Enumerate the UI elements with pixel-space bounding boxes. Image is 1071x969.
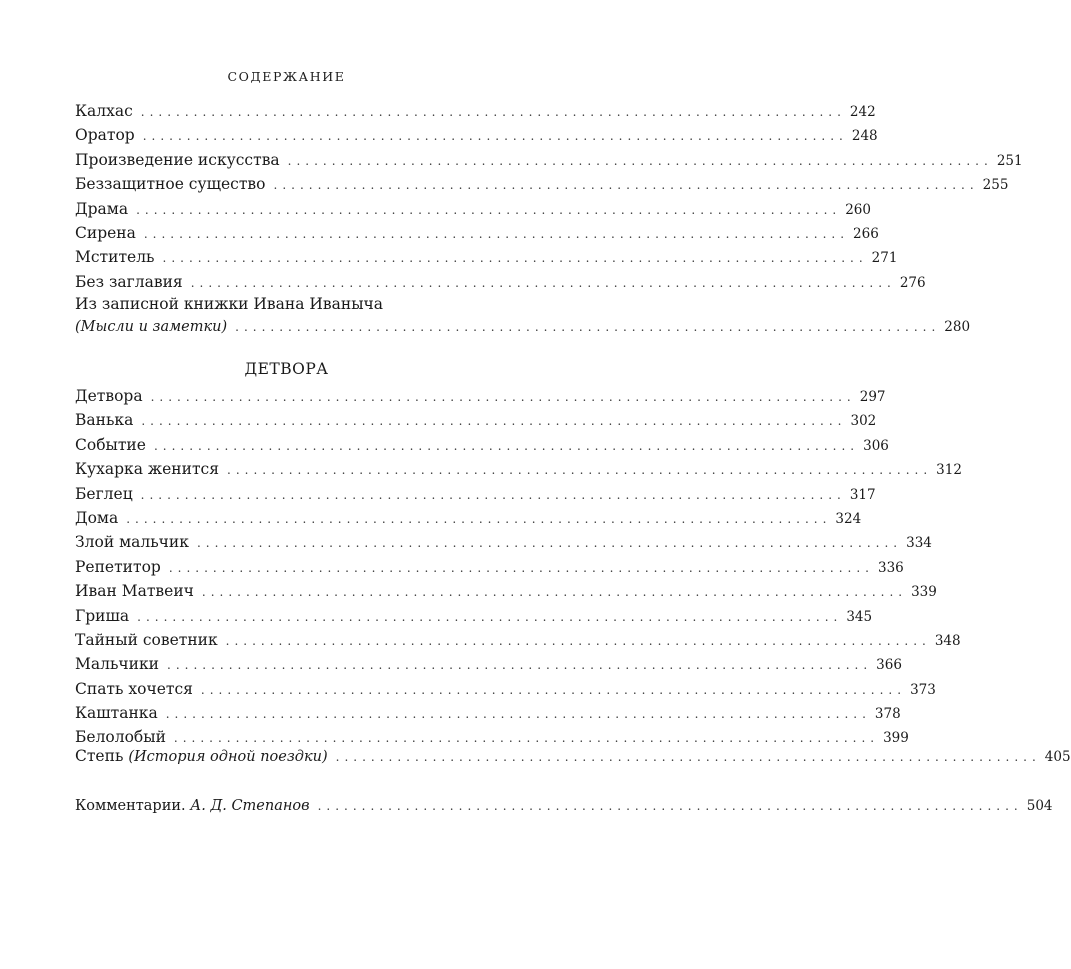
entry-title: Иван Матвеич [75,582,194,601]
entry-title: Гриша [75,606,130,625]
page-number: 399 [883,730,909,747]
toc-entry[interactable] [75,482,876,506]
page-number: 378 [874,706,901,723]
page-number: 336 [878,559,904,576]
page-number: 373 [910,681,936,698]
page-number: 339 [911,584,937,601]
leader-dots: ................................................................................ [196,536,903,551]
leader-dots: ................................................................................ [126,511,832,526]
toc-entry[interactable] [75,408,877,432]
leader-dots: ................................................................................ [140,105,846,119]
toc-entry[interactable] [75,701,901,725]
entry-title: Каштанка [75,704,158,723]
toc-entry[interactable] [75,294,971,339]
leader-dots: ................................................................................ [165,707,871,722]
entry-title: Злой мальчик [75,533,189,552]
leader-dots: ................................................................................ [168,560,874,575]
entry-title: Сирена [75,223,136,242]
page-number: 297 [859,389,886,405]
page-number: 366 [876,657,902,674]
leader-dots: ................................................................................ [150,390,856,404]
toc-entry[interactable] [75,628,961,652]
leader-dots: ................................................................................ [273,178,979,193]
leader-dots: ................................................................................ [173,731,880,746]
page-number: 280 [944,319,971,335]
page-number: 306 [863,437,889,454]
page-number: 504 [1026,798,1053,814]
entry-title: Произведение искусства [75,150,280,169]
toc-entry[interactable] [75,530,932,554]
toc-second-section [75,384,962,750]
entry-subtitle: (Мысли и заметки) [75,319,228,335]
entry-title: Тайный советник [75,630,218,649]
page-number: 334 [906,535,932,552]
toc-entry[interactable] [75,384,886,408]
entry-title: Комментарии. [75,798,186,814]
entry-title: Кухарка женится [75,460,220,479]
entry-title: Репетитор [75,557,161,576]
toc-entry[interactable] [75,172,1009,196]
toc-entry[interactable] [75,221,879,245]
leader-dots: ................................................................................ [143,226,850,241]
page-number: 302 [850,413,877,430]
leader-dots: ................................................................................ [167,658,873,673]
page-number: 271 [871,250,898,267]
page-number: 276 [899,274,926,291]
leader-dots: ................................................................................ [153,438,860,453]
entry-title: Калхас [75,102,133,120]
page-number: 260 [845,201,871,218]
leader-dots: ................................................................................ [201,585,908,600]
page-number: 248 [851,128,878,145]
page-number: 324 [835,510,862,527]
page-number: 345 [846,608,873,625]
toc-entry[interactable] [75,457,962,481]
leader-dots: ................................................................................ [140,487,846,502]
toc-entry[interactable] [75,99,876,123]
page-number: 255 [982,177,1009,194]
page-number: 317 [849,486,876,503]
leader-dots: ................................................................................ [162,251,868,266]
leader-dots: ................................................................................ [235,320,941,334]
toc-entry[interactable] [75,197,871,221]
toc-steppe-entry [75,744,1071,768]
leader-dots: ................................................................................ [190,275,896,290]
toc-entry[interactable] [75,652,902,676]
entry-title: Белолобый [75,728,166,747]
page-number: 251 [996,152,1023,169]
entry-title: Степь [75,747,124,765]
toc-entry[interactable] [75,270,926,294]
leader-dots: ................................................................................ [287,153,993,168]
leader-dots: ................................................................................ [317,799,1023,813]
entry-title: Детвора [75,387,143,405]
entry-title: Мальчики [75,655,159,674]
entry-title: Ванька [75,411,134,430]
entry-title: Беглец [75,484,133,503]
entry-author: А. Д. Степанов [190,798,310,814]
toc-entry[interactable] [75,123,878,147]
leader-dots: ................................................................................ [200,682,907,697]
toc-entry[interactable] [75,579,937,603]
toc-entry[interactable] [75,245,898,269]
toc-commentary-entry [75,794,1053,818]
page-number: 348 [934,632,961,649]
page-number: 242 [849,104,876,120]
entry-title: Беззащитное существо [75,175,266,194]
toc-first-section [75,99,1023,294]
entry-subtitle: (История одной поездки) [128,749,328,765]
leader-dots: ................................................................................ [136,202,842,217]
leader-dots: ................................................................................ [225,633,931,648]
running-head: СОДЕРЖАНИЕ [227,69,346,84]
page-number: 405 [1044,749,1071,765]
leader-dots: ................................................................................ [335,750,1041,764]
entry-title: Без заглавия [75,272,183,291]
entry-title: Драма [75,199,129,218]
leader-dots: ................................................................................ [141,414,847,429]
entry-title: Событие [75,435,146,454]
toc-entry[interactable] [75,744,1071,768]
page-number: 312 [936,462,962,479]
entry-title: Мститель [75,248,155,267]
leader-dots: ................................................................................ [142,129,848,144]
toc-entry[interactable] [75,794,1053,818]
leader-dots: ................................................................................ [227,463,933,478]
toc-entry[interactable] [75,677,936,701]
toc-multiline-entry [75,294,971,339]
toc-entry[interactable] [75,604,873,628]
section-title: ДЕТВОРА [244,360,329,378]
leader-dots: ................................................................................ [137,609,843,624]
toc-entry[interactable] [75,555,904,579]
toc-entry[interactable] [75,433,889,457]
entry-title: Из записной книжки Ивана Иваныча [75,295,384,313]
page-number: 266 [853,225,879,242]
entry-title: Дома [75,508,119,527]
toc-entry[interactable] [75,506,862,530]
entry-title: Спать хочется [75,679,193,698]
toc-entry[interactable] [75,148,1023,172]
entry-title: Оратор [75,126,135,145]
